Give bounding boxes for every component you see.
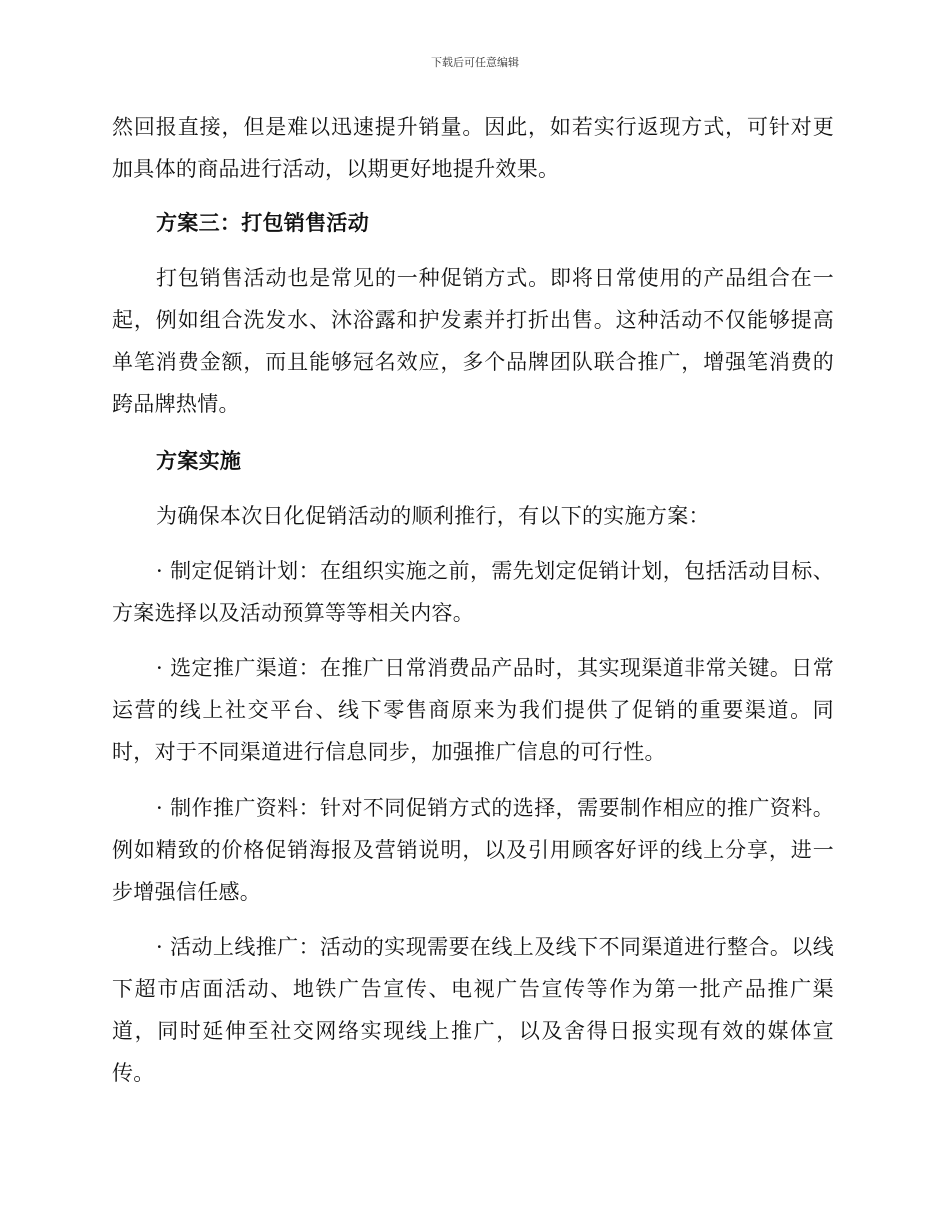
page-header-note: 下载后可任意编辑 [431, 56, 519, 69]
bullet-item-materials: · 制作推广资料：针对不同促销方式的选择，需要制作相应的推广资料。例如精致的价格促销海报及营销说明，以及引用顾客好评的线上分享，进一步增强信任感。 [112, 796, 834, 904]
heading-plan-three: 方案三：打包销售活动 [156, 210, 369, 235]
bullet-item-launch: · 活动上线推广：活动的实现需要在线上及线下不同渠道进行整合。以线下超市店面活动、地铁广告宣传、电视广告宣传等作为第一批产品推广渠道，同时延伸至社交网络实现线上推广，以及舍得日报实现有效的媒体宣传。 [112, 935, 834, 1085]
paragraph-continued: 然回报直接，但是难以迅速提升销量。因此，如若实行返现方式，可针对更加具体的商品进行活动，以期更好地提升效果。 [112, 115, 834, 181]
heading-implementation: 方案实施 [156, 448, 242, 473]
paragraph-implementation-intro: 为确保本次日化促销活动的顺利推行，有以下的实施方案： [156, 504, 710, 528]
bullet-item-plan: · 制定促销计划：在组织实施之前，需先划定促销计划，包括活动目标、方案选择以及活动预算等等相关内容。 [112, 559, 834, 625]
bullet-item-channels: · 选定推广渠道：在推广日常消费品产品时，其实现渠道非常关键。日常运营的线上社交平台、线下零售商原来为我们提供了促销的重要渠道。同时，对于不同渠道进行信息同步，加强推广信息的可行性。 [112, 656, 834, 764]
paragraph-plan-three: 打包销售活动也是常见的一种促销方式。即将日常使用的产品组合在一起，例如组合洗发水、沐浴露和护发素并打折出售。这种活动不仅能够提高单笔消费金额，而且能够冠名效应，多个品牌团队联合推广，增强笔消费的跨品牌热情。 [112, 266, 834, 416]
